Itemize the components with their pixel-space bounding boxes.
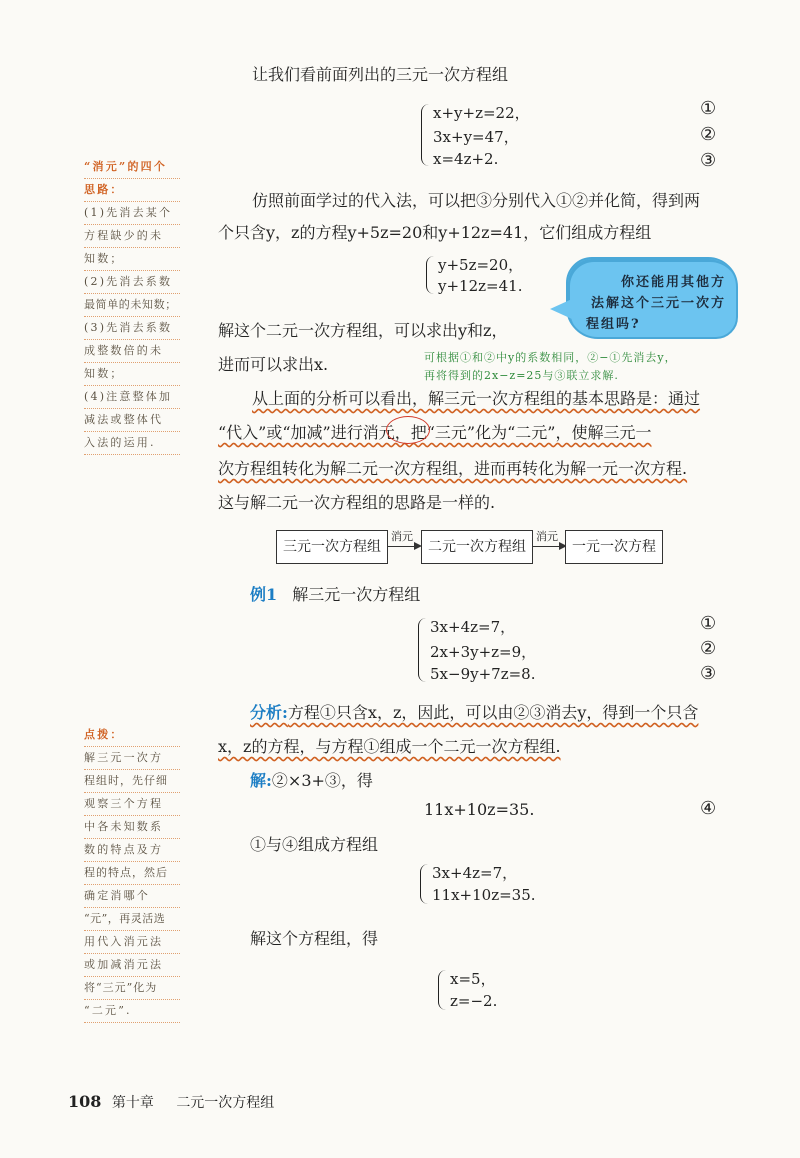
example-label: 例1 (250, 585, 278, 604)
equation-system-2 (426, 252, 546, 298)
note-row: 中各未知数系 (84, 816, 180, 839)
equation: 3x+4z=7， (430, 618, 516, 636)
equation-number: ④ (700, 798, 717, 819)
equation: 3x+4z=7， (432, 864, 518, 882)
equation-number: ① (700, 98, 717, 119)
note-row: 方程缺少的未 (84, 225, 180, 248)
note-row: 或加减消元法 (84, 954, 180, 977)
note-row: (2)先消去系数 (84, 271, 180, 294)
equation-number: ② (700, 124, 717, 145)
note-row: “二元”. (84, 1000, 180, 1023)
paragraph-line: “代入”或“加减”进行消元，把“三元”化为“二元”，使解三元一 (218, 423, 652, 442)
note-row: 程组时，先仔细 (84, 770, 180, 793)
note-row: (3)先消去系数 (84, 317, 180, 340)
note-row: 用代入消元法 (84, 931, 180, 954)
equation-number: ① (700, 613, 717, 634)
brace (420, 864, 429, 904)
equation: 2x+3y+z=9， (430, 643, 537, 661)
equation: 5x−9y+7z=8. (430, 665, 536, 683)
note-row: 减法或整体代 (84, 409, 180, 432)
arrow-label: 消元 (391, 530, 413, 543)
equation-system-1 (421, 100, 641, 170)
example-heading (250, 582, 420, 605)
flow-arrow (533, 546, 565, 547)
equation: 11x+10z=35. (432, 886, 536, 904)
note-row: 成整数倍的未 (84, 340, 180, 363)
equation: z=−2. (450, 992, 498, 1010)
note-row: 观察三个方程 (84, 793, 180, 816)
solution-label: 解: (250, 771, 272, 790)
equation: x=5， (450, 970, 496, 988)
brace (421, 104, 430, 166)
arrow-label: 消元 (536, 530, 558, 543)
intro-text: 让我们看前面列出的三元一次方程组 (252, 65, 509, 84)
note-row: (4)注意整体加 (84, 386, 180, 409)
note-row: “消元”的四个 (84, 156, 180, 179)
flow-arrow (388, 546, 420, 547)
flow-box: 二元一次方程组 (421, 530, 533, 564)
solution-step: ②×3+③，得 (271, 771, 373, 790)
solution-line (250, 768, 373, 791)
bubble-tail (550, 299, 572, 319)
note-row: 确定消哪个 (84, 885, 180, 908)
paragraph-line: 进而可以求出x. (218, 355, 329, 374)
bubble-text: 法解这个三元一次方 (590, 296, 726, 311)
note-row: 将“三元”化为 (84, 977, 180, 1000)
note-row: 程的特点，然后 (84, 862, 180, 885)
bubble-text: 你还能用其他方 (620, 275, 726, 290)
equation: y+12z=41. (438, 277, 523, 295)
equation-number: ③ (700, 150, 717, 171)
flow-box: 一元一次方程 (565, 530, 663, 564)
analysis-label: 分析: (250, 703, 288, 722)
analysis-text: 方程①只含x，z，因此，可以由②③消去y，得到一个只含 (287, 703, 699, 722)
hint-text: 可根据①和②中y的系数相同，②−①先消去y， (424, 351, 677, 364)
note-row: 思路： (84, 179, 180, 202)
equation-system-3 (418, 614, 638, 686)
highlight-circle (386, 416, 430, 444)
brace (426, 256, 435, 294)
brace (418, 618, 427, 682)
note-row: “元”，再灵活选 (84, 908, 180, 931)
page-footer (68, 1092, 274, 1112)
example-title: 解三元一次方程组 (292, 585, 421, 604)
chapter-label: 第十章 (111, 1095, 154, 1111)
equation-4: 11x+10z=35. (424, 800, 535, 819)
note-row: 解三元一次方 (84, 747, 180, 770)
thought-bubble (566, 257, 738, 339)
brace (438, 970, 447, 1010)
equation: y+5z=20， (438, 256, 524, 274)
equation: x+y+z=22， (433, 104, 530, 122)
page-number: 108 (68, 1092, 102, 1111)
equation-system-4 (420, 860, 560, 908)
equation: 3x+y=47， (433, 128, 519, 146)
bubble-text: 程组吗? (586, 317, 641, 332)
paragraph-line: 这与解二元一次方程组的思路是一样的. (218, 493, 496, 512)
hint-text: 再将得到的2x−z=25与③联立求解. (424, 369, 619, 382)
paragraph-line: 仿照前面学过的代入法，可以把③分别代入①②并化简，得到两 (252, 191, 701, 210)
note-row: 入法的运用. (84, 432, 180, 455)
chapter-title: 二元一次方程组 (176, 1095, 275, 1111)
paragraph-line: 次方程组转化为解二元一次方程组，进而再转化为解一元一次方程. (218, 459, 688, 478)
equation-number: ② (700, 638, 717, 659)
note-row: 数的特点及方 (84, 839, 180, 862)
paragraph-line: 个只含y，z的方程y+5z=20和y+12z=41，它们组成方程组 (218, 223, 652, 242)
analysis-line: x，z的方程，与方程①组成一个二元一次方程组. (218, 737, 561, 756)
note-row: 知数； (84, 363, 180, 386)
flow-box: 三元一次方程组 (276, 530, 388, 564)
paragraph-line: 从上面的分析可以看出，解三元一次方程组的基本思路是：通过 (252, 389, 701, 408)
note-row: 最简单的未知数； (84, 294, 180, 317)
sidebar-note-elimination (84, 156, 180, 455)
solution-line: 解这个方程组，得 (250, 929, 379, 948)
equation-system-5 (438, 966, 538, 1014)
equation-number: ③ (700, 663, 717, 684)
note-row: (1)先消去某个 (84, 202, 180, 225)
equation: x=4z+2. (433, 150, 499, 168)
paragraph-line: 解这个二元一次方程组，可以求出y和z， (218, 321, 508, 340)
note-row: 知数； (84, 248, 180, 271)
note-row: 点拨： (84, 724, 180, 747)
analysis-line (250, 700, 698, 723)
solution-line: ①与④组成方程组 (250, 835, 379, 854)
sidebar-note-tips (84, 724, 180, 1023)
